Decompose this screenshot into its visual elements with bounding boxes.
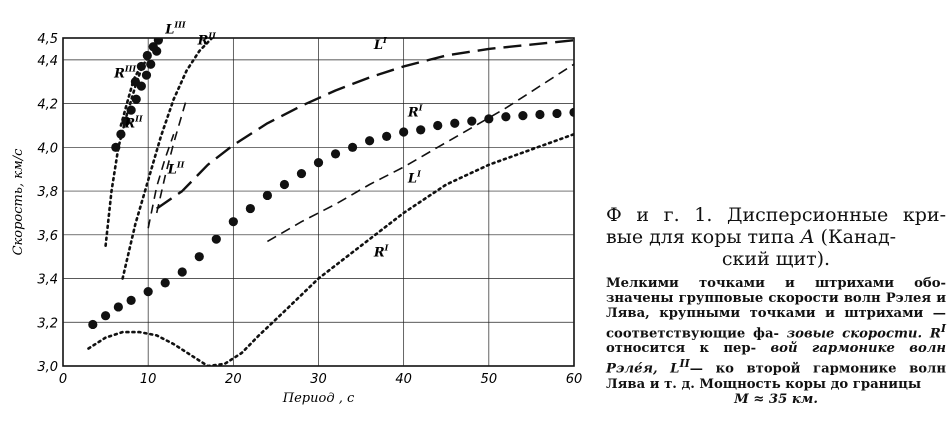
series-l-ii-group-line bbox=[157, 99, 187, 213]
caption-body-line: — bbox=[689, 361, 703, 377]
series-r-i-phase-point bbox=[297, 169, 306, 178]
series-r-i-phase-point bbox=[365, 136, 374, 145]
series-r-i-phase-point bbox=[433, 121, 442, 130]
series-r-i-phase-point bbox=[569, 108, 578, 117]
series-r-ii-phase-point bbox=[146, 60, 155, 69]
caption-title-line2: вые для коры типа bbox=[606, 226, 795, 248]
series-r-i-phase-point bbox=[280, 180, 289, 189]
series-r-i-phase-point bbox=[331, 149, 340, 158]
series-l-i-group-line bbox=[267, 64, 574, 241]
caption-body-line: и т. д. Мощность коры до границы bbox=[649, 376, 922, 392]
curve-label: $L^I$ bbox=[373, 34, 387, 53]
y-tick-label: 3,2 bbox=[37, 316, 58, 332]
curve-label: $R^{II}$ bbox=[197, 30, 216, 49]
caption-body-line: зовые скорости. R bbox=[786, 326, 941, 342]
series-r-i-phase-point bbox=[229, 217, 238, 226]
series-r-ii-phase-point bbox=[142, 71, 151, 80]
curve-label: $L^{II}$ bbox=[167, 159, 185, 178]
caption-body-line: ко второй гармонике волн Лява bbox=[606, 361, 947, 392]
series-r-i-phase-point bbox=[195, 252, 204, 261]
x-tick-label: 10 bbox=[139, 372, 157, 387]
x-tick-label: 50 bbox=[480, 372, 498, 387]
caption-body-line: Рэлея и Лява, крупными точками bbox=[606, 291, 947, 321]
series-r-i-phase-point bbox=[178, 267, 187, 276]
series-r-i-phase-point bbox=[314, 158, 323, 167]
series-r-i-phase-point bbox=[114, 302, 123, 311]
series-r-i-phase-point bbox=[450, 119, 459, 128]
x-tick-label: 0 bbox=[58, 372, 68, 387]
series-r-i-phase-point bbox=[416, 125, 425, 134]
curve-label: $R^{III}$ bbox=[114, 63, 137, 82]
caption-title-line1: Дисперсионные кри- bbox=[727, 204, 946, 226]
y-tick-label: 3,4 bbox=[37, 272, 58, 288]
y-axis-label: Скорость, км/с bbox=[11, 148, 26, 256]
caption-last-line: M ≈ 35 км. bbox=[734, 391, 818, 407]
y-tick-label: 3,6 bbox=[37, 228, 58, 244]
curve-label: $L^I$ bbox=[407, 168, 421, 187]
caption-title bbox=[606, 204, 946, 270]
x-tick-label: 60 bbox=[565, 372, 583, 387]
caption-body-line: относится к пер- bbox=[606, 341, 757, 357]
series-r-i-phase-point bbox=[399, 127, 408, 136]
series-r-iii-phase-point bbox=[143, 51, 152, 60]
series-r-i-phase-point bbox=[535, 110, 544, 119]
caption-title-line2-end: (Канад- bbox=[820, 226, 897, 248]
series-r-i-phase-point bbox=[552, 109, 561, 118]
series-r-iii-phase-point bbox=[154, 36, 163, 45]
curve-label: $L^{III}$ bbox=[165, 19, 186, 38]
y-tick-label: 4,0 bbox=[37, 141, 58, 157]
series-r-i-phase-point bbox=[382, 132, 391, 141]
caption-figure-label: Ф и г. 1. bbox=[606, 204, 713, 226]
y-tick-label: 4,4 bbox=[37, 53, 58, 69]
series-r-i-phase-point bbox=[144, 287, 153, 296]
series-r-i-phase-point bbox=[161, 278, 170, 287]
x-axis-label: Период , с bbox=[282, 391, 355, 406]
series-r-i-phase-point bbox=[101, 311, 110, 320]
series-r-i-phase-point bbox=[127, 296, 136, 305]
x-tick-label: 20 bbox=[225, 372, 242, 387]
curve-label: $R^I$ bbox=[407, 102, 423, 121]
series-r-i-phase-point bbox=[263, 191, 272, 200]
series-r-i-phase-point bbox=[518, 111, 527, 120]
curve-label: $R^I$ bbox=[373, 242, 389, 261]
y-tick-label: 4,5 bbox=[37, 32, 58, 47]
caption-body bbox=[606, 276, 946, 407]
series-r-iii-phase-point bbox=[137, 62, 146, 71]
series-l-ii-phase-line bbox=[148, 134, 174, 228]
series-r-i-phase-point bbox=[88, 320, 97, 329]
y-tick-label: 3,8 bbox=[37, 185, 58, 201]
series-r-i-phase-point bbox=[212, 235, 221, 244]
x-tick-label: 40 bbox=[395, 372, 412, 387]
curve-label: $R^{II}$ bbox=[124, 113, 143, 132]
caption-sup: II bbox=[679, 357, 690, 371]
caption-body-line: Мелкими точками и штрихами обо- bbox=[606, 276, 946, 291]
series-r-i-phase-point bbox=[246, 204, 255, 213]
series-r-i-phase-point bbox=[467, 116, 476, 125]
figure-caption bbox=[606, 204, 946, 407]
caption-title-line3: ский щит). bbox=[721, 248, 831, 270]
caption-crust-type: A bbox=[800, 226, 815, 248]
caption-body-line: и штрихами — соответствующие фа- bbox=[606, 306, 946, 342]
series-r-i-phase-point bbox=[501, 112, 510, 121]
y-tick-label: 4,2 bbox=[37, 97, 58, 113]
x-tick-label: 30 bbox=[310, 372, 327, 387]
y-tick-label: 3,0 bbox=[37, 360, 58, 375]
caption-body-line: вой гармонике волн Рэле́я, L bbox=[606, 341, 947, 377]
caption-sup: I bbox=[940, 322, 946, 335]
series-r-i-phase-point bbox=[348, 143, 357, 152]
series-l-i-phase-line bbox=[157, 40, 574, 208]
caption-body-line: значены групповые скорости волн bbox=[606, 291, 881, 306]
